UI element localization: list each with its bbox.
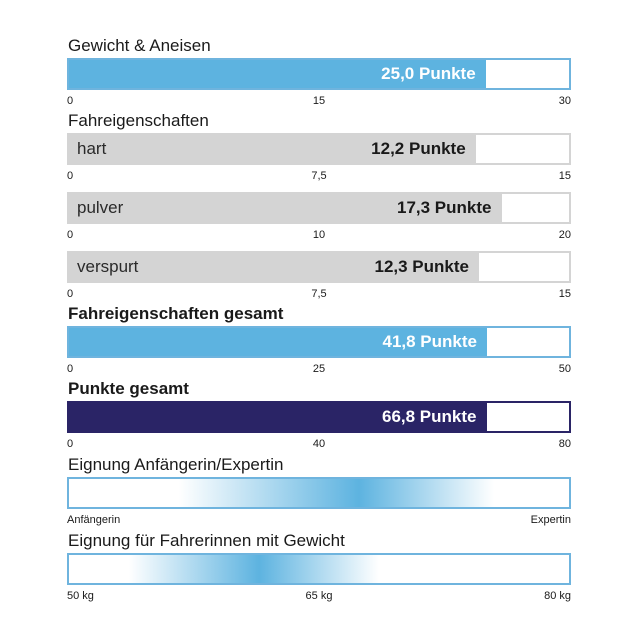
- hart-bar: [67, 133, 571, 165]
- pulver-tick-mid: 10: [312, 229, 326, 241]
- gewicht-tick-mid: 15: [312, 95, 326, 107]
- pulver-value-label: 17,3 Punkte: [397, 198, 492, 217]
- eignung-gewicht-title: Eignung für Fahrerinnen mit Gewicht: [68, 531, 345, 550]
- gewicht-tick-min: 0: [67, 95, 74, 107]
- eignung-level-tick-min: Anfängerin: [67, 514, 121, 526]
- eignung-gewicht-tick-min: 50 kg: [67, 590, 94, 602]
- punkte-gesamt-tick-mid: 40: [312, 438, 326, 450]
- pulver-label: pulver: [77, 198, 124, 217]
- verspurt-tick-min: 0: [67, 288, 74, 300]
- gewicht-tick-max: 30: [558, 95, 571, 107]
- eignung-gewicht-tick-mid: 65 kg: [305, 590, 333, 602]
- fahreigenschaften-gesamt-tick-mid: 25: [312, 363, 326, 375]
- fahreigenschaften-gesamt-tick-max: 50: [558, 363, 571, 375]
- gewicht-title: Gewicht & Aneisen: [68, 36, 211, 55]
- pulver-bar: [67, 192, 571, 224]
- fahreigenschaften-gesamt-value-label: 41,8 Punkte: [382, 332, 477, 351]
- pulver-tick-max: 20: [558, 229, 571, 241]
- fahreigenschaften-gesamt-tick-min: 0: [67, 363, 74, 375]
- punkte-gesamt-tick-min: 0: [67, 438, 74, 450]
- eignung-level-gradient-bar: [67, 477, 571, 509]
- eignung-level-tick-max: Expertin: [530, 514, 571, 526]
- gewicht-bar: [67, 58, 571, 90]
- punkte-gesamt-value-label: 66,8 Punkte: [382, 407, 477, 426]
- fahreigenschaften-gesamt-bar: [67, 326, 571, 358]
- punkte-gesamt-title: Punkte gesamt: [68, 379, 189, 398]
- eignung-gewicht-tick-max: 80 kg: [544, 590, 571, 602]
- verspurt-tick-mid: 7,5: [311, 288, 327, 300]
- verspurt-value-label: 12,3 Punkte: [374, 257, 469, 276]
- punkte-gesamt-tick-max: 80: [558, 438, 571, 450]
- hart-label: hart: [77, 139, 107, 158]
- hart-tick-max: 15: [558, 170, 571, 182]
- verspurt-bar: [67, 251, 571, 283]
- gewicht-value-label: 25,0 Punkte: [381, 64, 476, 83]
- hart-tick-min: 0: [67, 170, 74, 182]
- eignung-level-title: Eignung Anfängerin/Expertin: [68, 455, 284, 474]
- eignung-gewicht-gradient-bar: [67, 553, 571, 585]
- hart-tick-mid: 7,5: [311, 170, 327, 182]
- verspurt-label: verspurt: [77, 257, 139, 276]
- verspurt-tick-max: 15: [558, 288, 571, 300]
- punkte-gesamt-bar: [67, 401, 571, 433]
- fahreigenschaften-title: Fahreigenschaften: [68, 111, 209, 130]
- fahreigenschaften-gesamt-title: Fahreigenschaften gesamt: [68, 304, 284, 323]
- hart-value-label: 12,2 Punkte: [371, 139, 466, 158]
- pulver-tick-min: 0: [67, 229, 74, 241]
